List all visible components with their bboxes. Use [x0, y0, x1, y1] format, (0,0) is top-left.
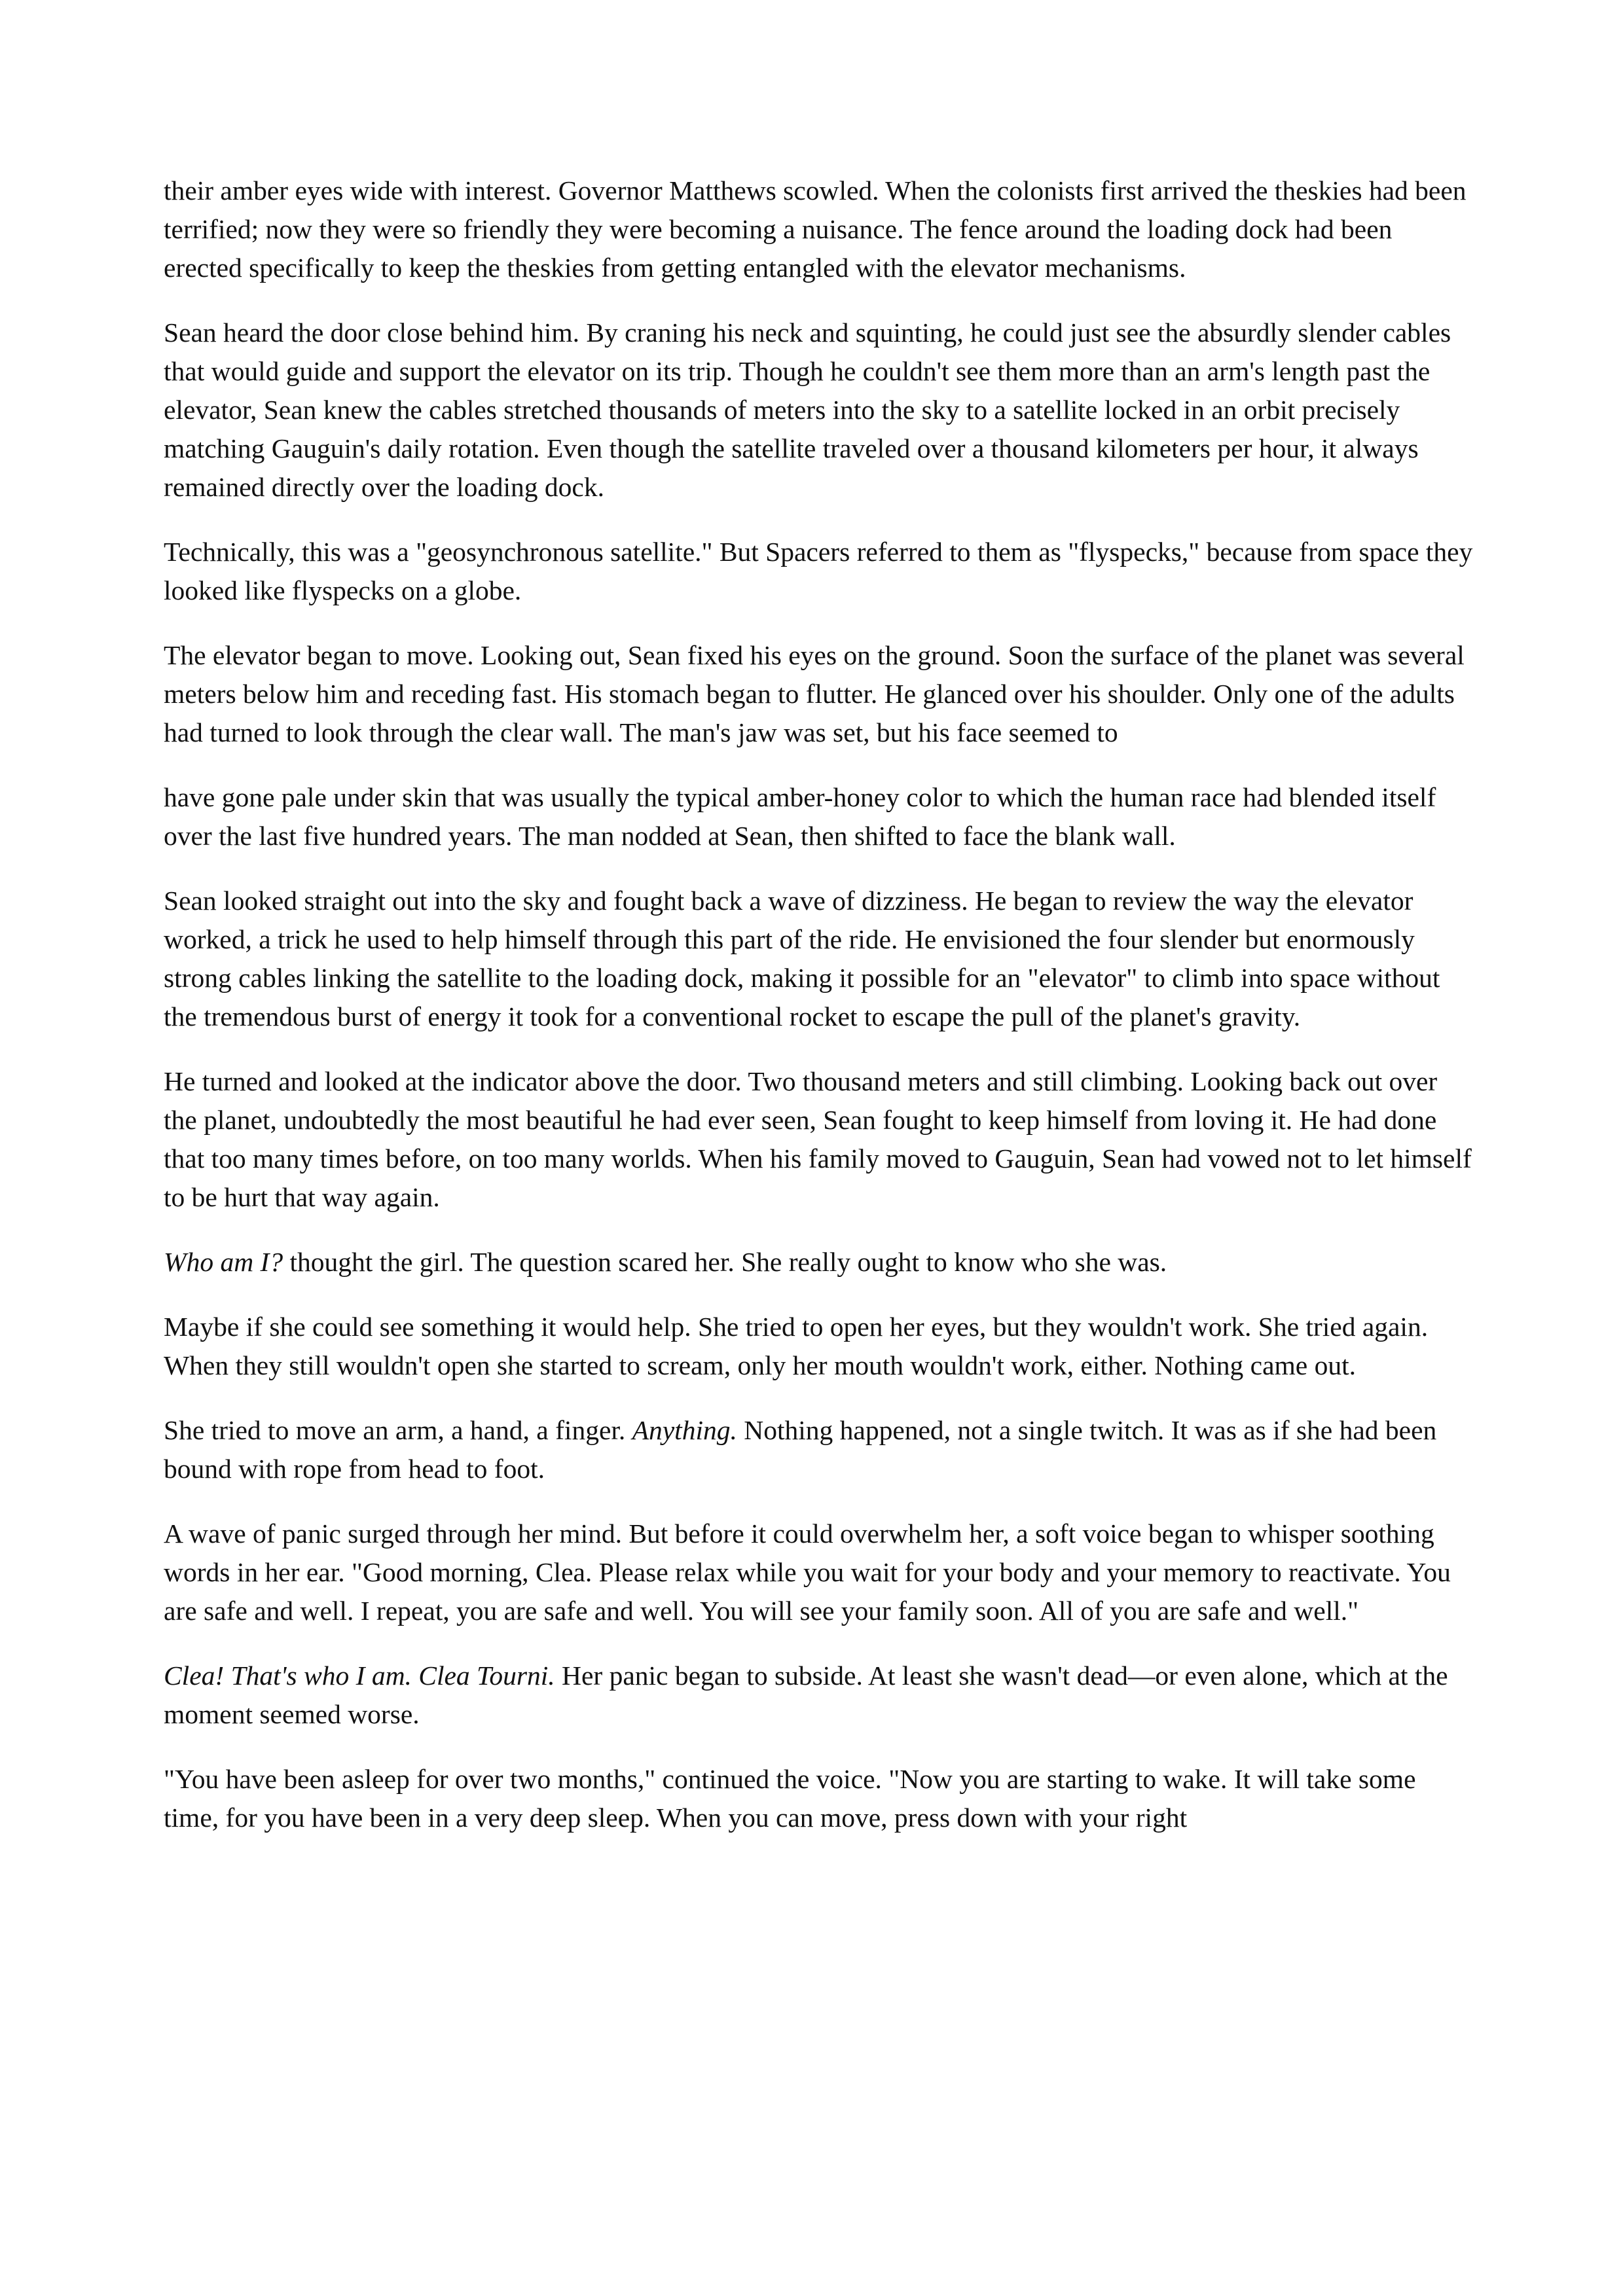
paragraph-5: have gone pale under skin that was usually the typical amber-honey color to which the human race had blended itself over the last five hundred years. The man nodded at Sean, then shifted to face the blank wall.	[164, 782, 1436, 851]
paragraph-8	[164, 1243, 1473, 1282]
paragraph-12-text: Her panic began to subside. At least she wasn't dead—or even alone, which at the moment seemed worse.	[164, 1660, 1448, 1729]
paragraph-13: "You have been asleep for over two months," continued the voice. "Now you are starting to wake. It will take some time, for you have been in a very deep sleep. When you can move, press down with your right	[164, 1764, 1416, 1833]
italic-thought: Who am I?	[164, 1247, 283, 1277]
paragraph-3: Technically, this was a "geosynchronous satellite." But Spacers referred to them as "flyspecks," because from space they looked like flyspecks on a globe.	[164, 537, 1473, 605]
paragraph-10	[164, 1411, 1473, 1488]
paragraph-10-text: She tried to move an arm, a hand, a finger.	[164, 1415, 632, 1445]
paragraph-4: The elevator began to move. Looking out, Sean fixed his eyes on the ground. Soon the surface of the planet was several meters below him and receding fast. His stomach began to flutter. He glanced over his shoulder. Only one of the adults had turned to look through the clear wall. The man's jaw was set, but his face seemed to	[164, 640, 1465, 747]
paragraph-12	[164, 1657, 1473, 1734]
paragraph-2: Sean heard the door close behind him. By craning his neck and squinting, he could just see the absurdly slender cables that would guide and support the elevator on its trip. Though he couldn't see them more than an arm's length past the elevator, Sean knew the cables stretched thousands of meters into the sky to a satellite locked in an orbit precisely matching Gauguin's daily rotation. Even though the satellite traveled over a thousand kilometers per hour, it always remained directly over the loading dock.	[164, 317, 1451, 502]
italic-anything: Anything.	[632, 1415, 737, 1445]
italic-name-realization: Clea! That's who I am. Clea Tourni.	[164, 1660, 555, 1691]
paragraph-9: Maybe if she could see something it would help. She tried to open her eyes, but they wouldn't work. She tried again. When they still wouldn't open she started to scream, only her mouth wouldn't work, either. Nothing came out.	[164, 1312, 1429, 1380]
document-page	[164, 171, 1473, 1863]
paragraph-7: He turned and looked at the indicator above the door. Two thousand meters and still climbing. Looking back out over the planet, undoubtedly the most beautiful he had ever seen, Sean fought to keep himself from loving it. He had done that too many times before, on too many worlds. When his family moved to Gauguin, Sean had vowed not to let himself to be hurt that way again.	[164, 1066, 1472, 1212]
paragraph-11: A wave of panic surged through her mind. But before it could overwhelm her, a soft voice began to whisper soothing words in her ear. "Good morning, Clea. Please relax while you wait for your body and your memory to reactivate. You are safe and well. I repeat, you are safe and well. You will see your family soon. All of you are safe and well."	[164, 1518, 1451, 1626]
paragraph-10-text-after: Nothing happened, not a single twitch. It was as if she had been bound with rope from head to foot.	[164, 1415, 1437, 1484]
paragraph-1: their amber eyes wide with interest. Governor Matthews scowled. When the colonists first arrived the theskies had been terrified; now they were so friendly they were becoming a nuisance. The fence around the loading dock had been erected specifically to keep the theskies from getting entangled with the elevator mechanisms.	[164, 175, 1467, 283]
paragraph-8-text: thought the girl. The question scared her. She really ought to know who she was.	[283, 1247, 1167, 1277]
paragraph-6: Sean looked straight out into the sky and fought back a wave of dizziness. He began to review the way the elevator worked, a trick he used to help himself through this part of the ride. He envisioned the four slender but enormously strong cables linking the satellite to the loading dock, making it possible for an "elevator" to climb into space without the tremendous burst of energy it took for a conventional rocket to escape the pull of the planet's gravity.	[164, 886, 1440, 1031]
